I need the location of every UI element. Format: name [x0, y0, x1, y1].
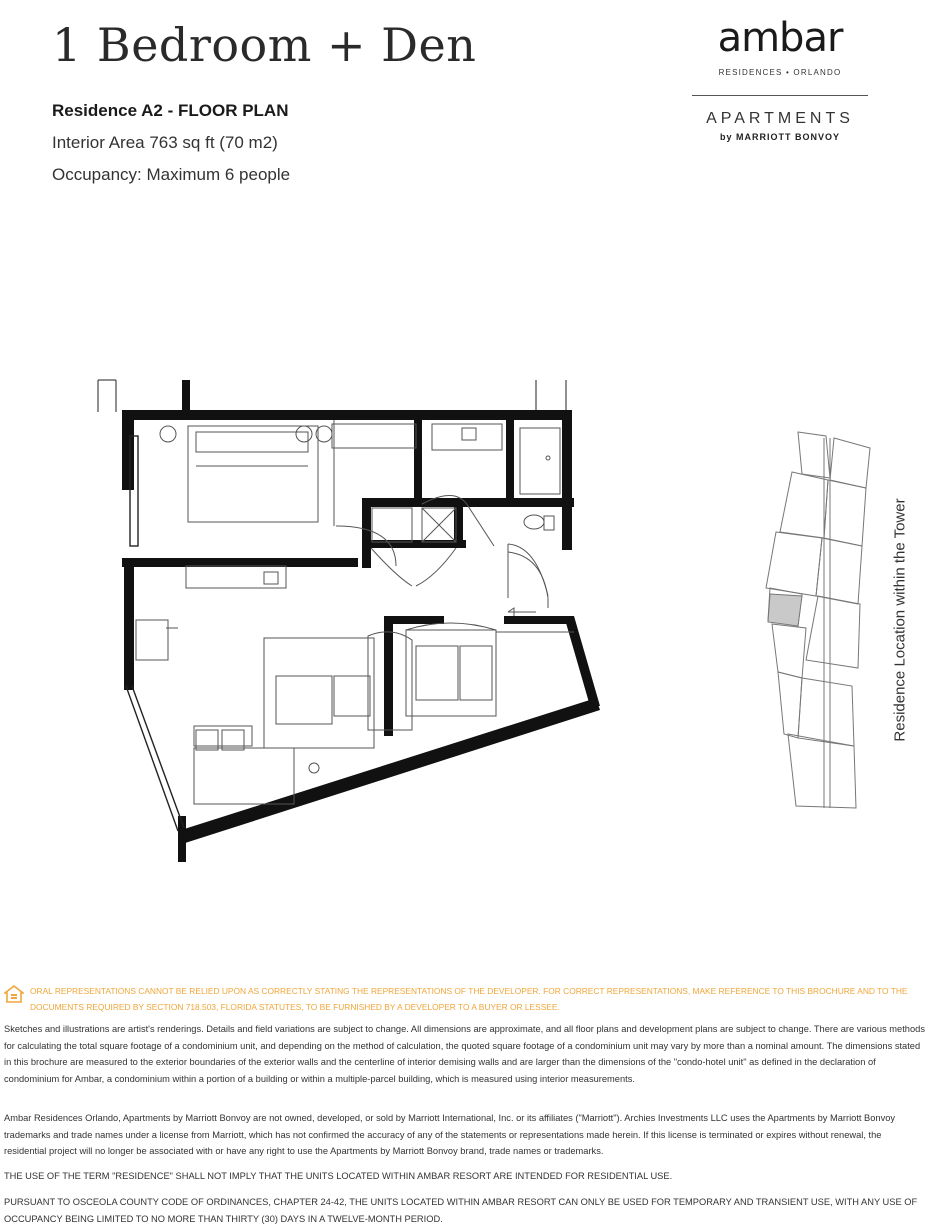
interior-area-text: Interior Area 763 sq ft (70 m2) [52, 133, 278, 152]
tower-key-plan [762, 428, 882, 814]
occupancy-text: Occupancy: Maximum 6 people [52, 165, 291, 184]
brand-divider [692, 95, 868, 96]
key-plan-highlight [768, 594, 802, 626]
equal-housing-icon [4, 985, 24, 1005]
page-title: 1 Bedroom + Den [52, 18, 477, 72]
key-plan-label: Residence Location within the Tower [891, 498, 909, 742]
ambar-logo: ambar [717, 15, 843, 61]
brand-by-line: by MARRIOTT BONVOY [719, 132, 840, 142]
floor-plan-drawing [96, 376, 606, 866]
brand-block [692, 14, 868, 142]
sketches-disclaimer: Sketches and illustrations are artist's renderings. Details and field variations are subject to change. All dimensions are approximate, and all floor plans and development plans are subject to change. There are various methods for calculating the total square footage of a condominium unit, and depending on the method of calculation, the quoted square footage of a condominium unit may vary by more than a nominal amount. The dimensions stated in this brochure are measured to the exterior boundaries of the exterior walls and the centerline of interior demising walls and are larger than the dimensions of the "condo-hotel unit" as defined in the declaration of condominium for Ambar, a condominium within a portion of a building or within a multiple-parcel building, which is measured using interior measurements. [4, 1024, 925, 1084]
osceola-disclaimer: PURSUANT TO OSCEOLA COUNTY CODE OF ORDINANCES, CHAPTER 24-42, THE UNITS LOCATED WITHIN AMBAR RESORT CAN ONLY BE USED FOR TEMPORARY AND TRANSIENT USE, WITH ANY USE OF OCCUPANCY BEING LIMITED TO NO MORE THAN THIRTY (30) DAYS IN A TWELVE-MONTH PERIOD. [4, 1197, 918, 1224]
oral-representations-notice: ORAL REPRESENTATIONS CANNOT BE RELIED UPON AS CORRECTLY STATING THE REPRESENTATIONS OF THE DEVELOPER. FOR CORRECT REPRESENTATIONS, MAKE REFERENCE TO THIS BROCHURE AND TO THE DOCUMENTS REQUIRED BY SECTION 718.503, FLORIDA STATUTES, TO BE FURNISHED BY A DEVELOPER TO A BUYER OR LESSEE. [30, 986, 908, 1012]
residence-term-disclaimer: THE USE OF THE TERM "RESIDENCE" SHALL NOT IMPLY THAT THE UNITS LOCATED WITHIN AMBAR RESORT ARE INTENDED FOR RESIDENTIAL USE. [4, 1171, 673, 1181]
residence-subtitle: Residence A2 - FLOOR PLAN [52, 101, 289, 120]
brand-apartments: APARTMENTS [706, 110, 854, 127]
brand-location: RESIDENCES • ORLANDO [718, 68, 842, 77]
ownership-disclaimer: Ambar Residences Orlando, Apartments by Marriott Bonvoy are not owned, developed, or sold by Marriott International, Inc. or its affiliates ("Marriott"). Archies Investments LLC uses the Apartments by Marriott Bonvoy trademarks and trade names under a license from Marriott, which has not confirmed the accuracy of any of the statements or representations made herein. If this license is terminated or expires without renewal, the residential project will no longer be associated with or have any right to use the Apartments by Marriott Bonvoy brand, trade names or trademarks. [4, 1113, 896, 1157]
